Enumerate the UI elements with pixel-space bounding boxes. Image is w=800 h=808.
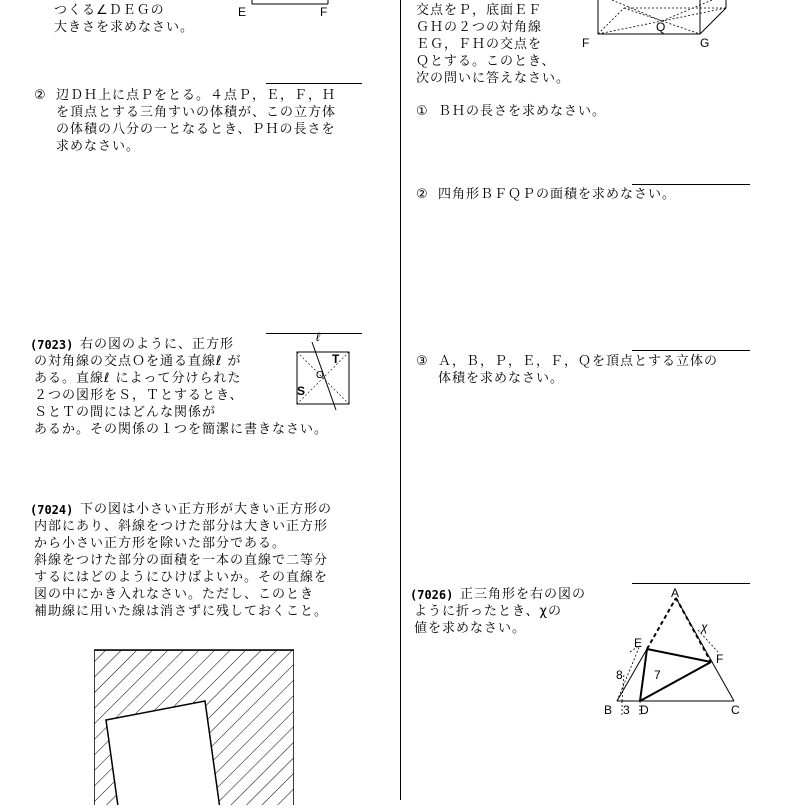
fig-label-s: S (297, 384, 306, 398)
problem-number-7026: (7026) (410, 588, 454, 602)
left-top-line2: 大きさを求めなさい。 (54, 20, 195, 35)
tri-label-a: A (671, 586, 680, 600)
tri-label-e: E (634, 636, 643, 650)
p7023-line1: 右の図のように、正方形 (80, 337, 235, 352)
cube-label-g: G (700, 36, 710, 50)
q2-line2: を頂点とする三角すいの体積が、この立方体 (56, 105, 337, 120)
cube-label-q: Q (656, 20, 666, 34)
problem-number-7024: (7024) (30, 503, 74, 517)
q2-marker: ② (34, 88, 47, 103)
problem-number-7023: (7023) (30, 338, 74, 352)
p7026-line3: 値を求めなさい。 (414, 621, 527, 636)
intro-line5: 次の問いに答えなさい。 (416, 71, 571, 86)
tri-label-8: 8 (616, 668, 623, 682)
intro-line4: Ｑとする。このとき、 (416, 54, 556, 69)
tri-label-7: 7 (654, 668, 661, 682)
answer-line-r-q3 (632, 350, 750, 351)
left-top-line1: つくる∠ＤＥＧの (54, 3, 165, 18)
fig-label-t: T (332, 352, 340, 366)
answer-line-q2-left (266, 83, 362, 84)
answer-line-r-q2 (632, 184, 750, 185)
q2-line3: の体積の八分の一となるとき、ＰＨの長さを (56, 122, 336, 137)
p7024-line2: 内部にあり、斜線をつけた部分は大きい正方形 (34, 519, 329, 534)
q2-line4: 求めなさい。 (56, 139, 141, 154)
fig-label-l: ℓ (316, 330, 320, 344)
tri-label-b: B (604, 703, 613, 717)
fig-label-o: O (316, 370, 324, 381)
intro-line1: 交点をＰ，底面ＥＦ (416, 3, 543, 18)
p7026-line2: ように折ったとき、χの (414, 604, 562, 619)
tri-label-f: F (716, 652, 724, 666)
cube-label-f: F (582, 36, 590, 50)
cube-figure-right (592, 0, 742, 45)
tri-label-3: 3 (623, 703, 630, 717)
answer-line-7026 (632, 583, 750, 584)
p7026-line1: 正三角形を右の図の (460, 587, 587, 602)
r-q3-line1: Ａ，Ｂ，Ｐ，Ｅ，Ｆ，Ｑを頂点とする立体の (438, 354, 719, 369)
hatched-squares-figure[interactable] (92, 648, 302, 808)
fig-label-f: F (320, 5, 328, 19)
r-q2-marker: ② (416, 187, 429, 202)
p7024-line6: 図の中にかき入れなさい。ただし、このとき (34, 587, 315, 602)
p7024-line5: するにはどのようにひけばよいか。その直線を (34, 570, 329, 585)
p7023-line4: ２つの図形をＳ，Ｔとするとき、 (34, 388, 244, 403)
p7024-line7: 補助線に用いた線は消さずに残しておくこと。 (34, 604, 329, 619)
tri-label-x: χ (701, 620, 708, 634)
p7023-line3: ある。直線ℓ によって分けられた (34, 371, 242, 386)
column-divider (400, 0, 401, 800)
r-q3-marker: ③ (416, 354, 429, 369)
r-q1-marker: ① (416, 104, 429, 119)
p7023-line6: あるか。その関係の１つを簡潔に書きなさい。 (34, 422, 329, 437)
folded-triangle-figure (600, 590, 760, 720)
r-q1-text: ＢＨの長さを求めなさい。 (438, 104, 607, 119)
p7024-line4: 斜線をつけた部分の面積を一本の直線で二等分 (34, 553, 329, 568)
r-q2-text: 四角形ＢＦＱＰの面積を求めなさい。 (438, 187, 677, 202)
tri-label-c: C (731, 703, 740, 717)
p7024-line1: 下の図は小さい正方形が大きい正方形の (80, 502, 333, 517)
q2-line1: 辺ＤＨ上に点Ｐをとる。４点Ｐ，Ｅ，Ｆ，Ｈ (56, 88, 337, 103)
p7023-line2: の対角線の交点Ｏを通る直線ℓ が (34, 354, 242, 369)
intro-line3: ＥＧ，ＦＨの交点を (416, 37, 543, 52)
answer-line-7023 (266, 333, 362, 334)
tri-label-d: D (640, 703, 649, 717)
fig-label-e: E (238, 5, 247, 19)
r-q3-line2: 体積を求めなさい。 (438, 371, 565, 386)
intro-line2: ＧＨの２つの対角線 (416, 20, 543, 35)
p7023-line5: ＳとＴの間にはどんな関係が (34, 405, 217, 420)
p7024-line3: から小さい正方形を除いた部分である。 (34, 536, 287, 551)
